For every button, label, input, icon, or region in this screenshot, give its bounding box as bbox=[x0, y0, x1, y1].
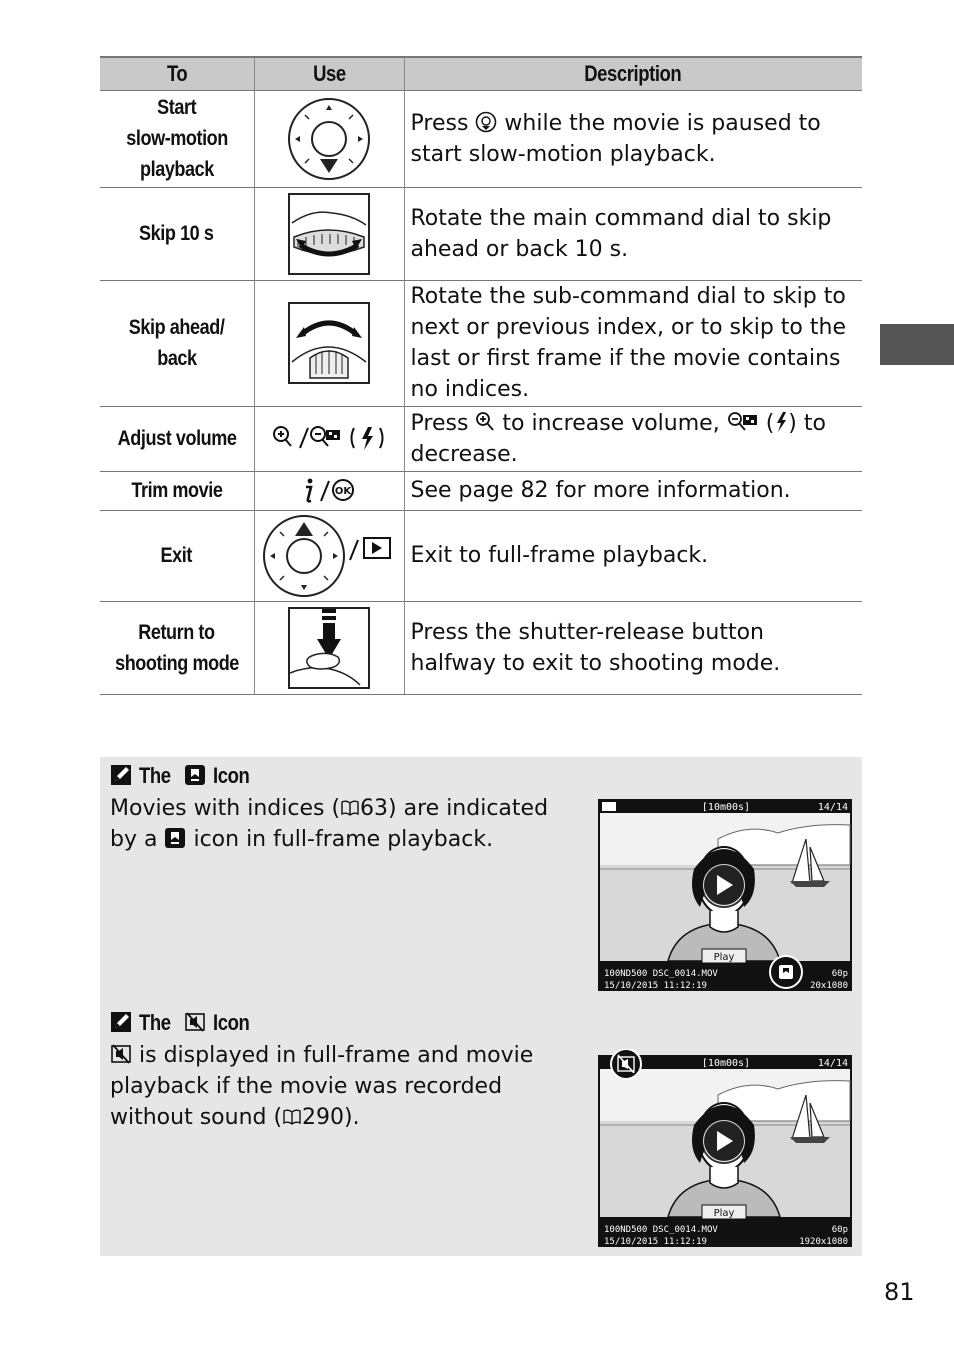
playback-screen-no-sound bbox=[598, 1049, 852, 1247]
row-use-cell bbox=[254, 280, 404, 406]
row-to-label: Trim movie bbox=[100, 471, 254, 510]
multi-selector-down-icon bbox=[287, 97, 371, 181]
frame-size: 1920x1080 bbox=[799, 1237, 848, 1247]
play-hint: Play bbox=[713, 952, 735, 963]
note-title-no-sound: The Icon bbox=[110, 1010, 256, 1036]
folder-file-name: 100ND500 DSC_0014.MOV bbox=[604, 969, 718, 979]
row-use-cell bbox=[254, 601, 404, 694]
pencil-note-icon bbox=[110, 1011, 132, 1033]
table-row bbox=[100, 280, 862, 406]
no-sound-glyph-icon bbox=[110, 1043, 132, 1065]
play-hint: Play bbox=[713, 1208, 735, 1219]
frame-counter: 14/14 bbox=[817, 1058, 848, 1069]
note-text-index: Movies with indices ( 63) are indicated by a icon in full-frame playback. bbox=[110, 796, 549, 852]
frame-size: 20x1080 bbox=[810, 981, 848, 991]
table-row bbox=[100, 471, 862, 510]
main-command-dial-icon bbox=[288, 193, 370, 275]
index-icon bbox=[184, 764, 206, 786]
row-use-cell bbox=[254, 406, 404, 471]
movie-duration: [10m00s] bbox=[701, 802, 751, 813]
date-time: 15/10/2015 11:12:19 bbox=[604, 1237, 707, 1247]
frame-rate: 60p bbox=[831, 1225, 848, 1235]
note-title-index: The Icon bbox=[110, 763, 256, 789]
book-icon bbox=[282, 1107, 302, 1127]
row-description: Press to increase volume, ( ) to decrease. bbox=[404, 406, 862, 471]
row-to-label: Return to shooting mode bbox=[100, 601, 254, 694]
zoom-out-glyph-icon bbox=[727, 411, 759, 433]
folder-file-name: 100ND500 DSC_0014.MOV bbox=[604, 1225, 718, 1235]
frame-counter: 14/14 bbox=[817, 802, 848, 813]
index-glyph-icon bbox=[164, 827, 186, 849]
row-use-cell bbox=[254, 471, 404, 510]
table-row bbox=[100, 601, 862, 694]
movie-playback-operations-table bbox=[100, 56, 862, 695]
row-to-label: Adjust volume bbox=[100, 406, 254, 471]
flash-glyph-icon bbox=[774, 411, 788, 433]
multi-selector-up-icon bbox=[262, 514, 396, 598]
sub-command-dial-icon bbox=[288, 302, 370, 384]
page-number: 81 bbox=[884, 1278, 915, 1306]
row-to-label: Start slow-motion playback bbox=[100, 90, 254, 187]
pencil-note-icon bbox=[110, 764, 132, 786]
date-time: 15/10/2015 11:12:19 bbox=[604, 981, 707, 991]
zoom-buttons-icon bbox=[272, 424, 386, 454]
playback-screen-index bbox=[598, 799, 852, 991]
note-text-no-sound: is displayed in full-frame and movie playback if the movie was recorded without sound ( 290). bbox=[110, 1043, 534, 1130]
row-description: Rotate the sub-command dial to skip to next or previous index, or to skip to the last or first frame if the movie contains no indices. bbox=[404, 280, 862, 406]
row-to-label: Skip 10 s bbox=[100, 187, 254, 280]
row-description: Press while the movie is paused to start slow-motion playback. bbox=[404, 90, 862, 187]
row-description: Press the shutter-release button halfway to exit to shooting mode. bbox=[404, 601, 862, 694]
row-to-label: Exit bbox=[100, 510, 254, 601]
no-sound-icon bbox=[184, 1011, 206, 1033]
svg-text:OK: OK bbox=[334, 485, 352, 497]
i-ok-buttons-icon bbox=[301, 477, 357, 505]
book-icon bbox=[340, 798, 360, 818]
header-use: Use bbox=[254, 57, 404, 90]
table-row bbox=[100, 406, 862, 471]
table-row bbox=[100, 510, 862, 601]
notes-panel bbox=[100, 757, 862, 1256]
frame-rate: 60p bbox=[831, 969, 848, 979]
zoom-in-glyph-icon bbox=[475, 411, 495, 433]
row-description: Rotate the main command dial to skip ahead or back 10 s. bbox=[404, 187, 862, 280]
row-to-label: Skip ahead/ back bbox=[100, 280, 254, 406]
chapter-tab-marker bbox=[880, 324, 954, 365]
shutter-release-icon bbox=[288, 607, 370, 689]
row-use-cell bbox=[254, 510, 404, 601]
table-row bbox=[100, 90, 862, 187]
header-description: Description bbox=[404, 57, 862, 90]
row-description: See page 82 for more information. bbox=[404, 471, 862, 510]
row-description: Exit to full-frame playback. bbox=[404, 510, 862, 601]
movie-duration: [10m00s] bbox=[701, 1058, 751, 1069]
table-header-row bbox=[100, 57, 862, 90]
multi-selector-down-glyph-icon bbox=[475, 111, 497, 133]
row-use-cell bbox=[254, 187, 404, 280]
header-to: To bbox=[100, 57, 254, 90]
table-row bbox=[100, 187, 862, 280]
row-use-cell bbox=[254, 90, 404, 187]
